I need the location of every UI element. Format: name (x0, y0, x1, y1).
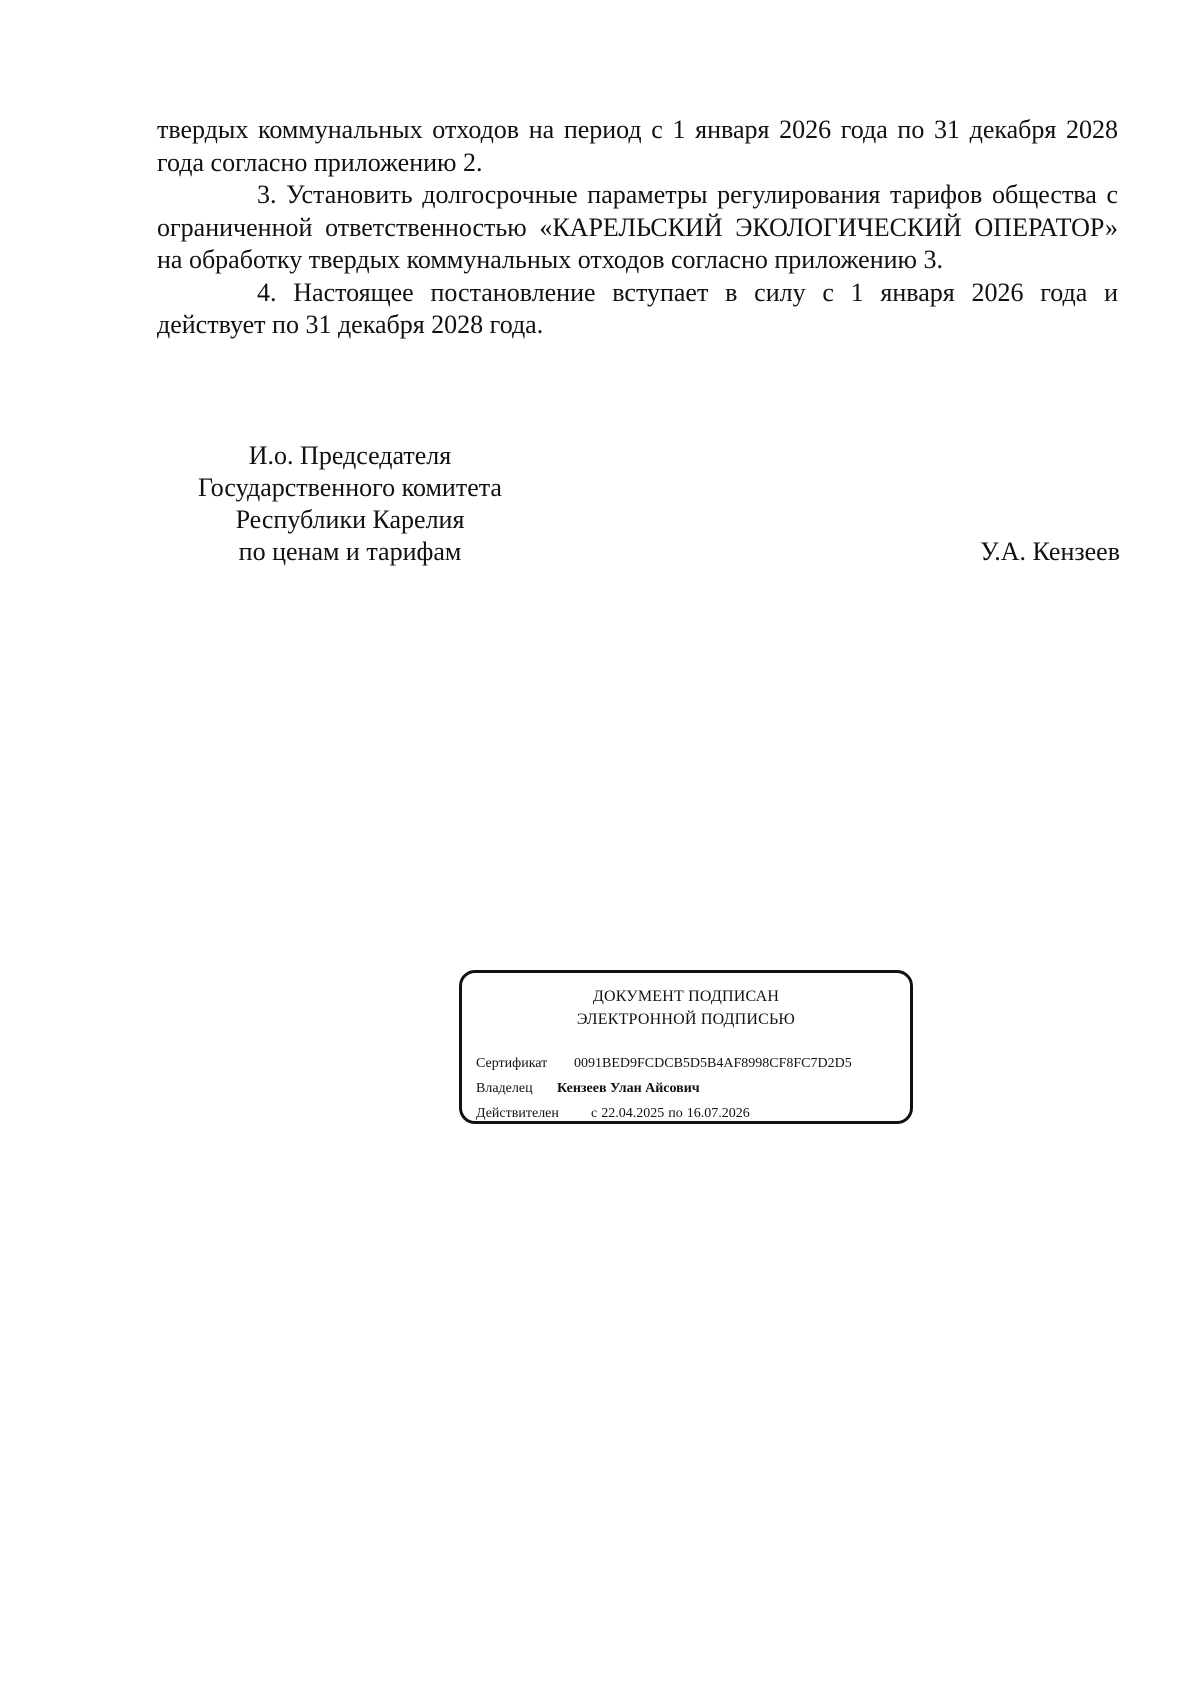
signatory-position-line: по ценам и тарифам (238, 537, 462, 566)
signatory-position-line: И.о. Председателя (248, 441, 452, 470)
validity-label: Действителен (476, 1106, 559, 1121)
signatory-position-line: Республики Карелия (235, 505, 465, 534)
valid-from-prefix: с (591, 1106, 598, 1121)
paragraph-continuation: твердых коммунальных отходов на период с 1 января 2026 года по 31 декабря 2028 года согласно приложению 2. (157, 115, 1118, 177)
stamp-title (462, 985, 910, 1031)
document-body (157, 114, 1118, 342)
stamp-title-line: ЭЛЕКТРОННОЙ ПОДПИСЬЮ (576, 1011, 796, 1028)
stamp-certificate-row (476, 1055, 852, 1073)
valid-to-date: 16.07.2026 (686, 1106, 750, 1121)
signer-name: У.А. Кензеев (980, 537, 1120, 566)
signatory-position-line: Государственного комитета (198, 473, 502, 502)
certificate-value: 0091BED9FCDCB5D5B4AF8998CF8FC7D2D5 (574, 1056, 852, 1071)
stamp-owner-row (476, 1080, 700, 1098)
stamp-title-line: ДОКУМЕНТ ПОДПИСАН (592, 988, 780, 1005)
valid-to-prefix: по (668, 1106, 683, 1121)
valid-from-date: 22.04.2025 (601, 1106, 665, 1121)
paragraph-item-4: 4. Настоящее постановление вступает в силу с 1 января 2026 года и действует по 31 декабря 2028 года. (157, 277, 1118, 339)
certificate-label: Сертификат (476, 1056, 548, 1071)
electronic-signature-stamp (459, 970, 913, 1124)
paragraph-item-3: 3. Установить долгосрочные параметры регулирования тарифов общества с ограниченной ответственностью «КАРЕЛЬСКИЙ ЭКОЛОГИЧЕСКИЙ ОПЕРАТОР» на обработку твердых коммунальных отходов согласно приложению 3. (157, 180, 1118, 274)
owner-value: Кензеев Улан Айсович (557, 1081, 700, 1096)
signatory-position (180, 440, 520, 568)
owner-label: Владелец (476, 1081, 533, 1096)
stamp-validity-row (476, 1105, 750, 1123)
